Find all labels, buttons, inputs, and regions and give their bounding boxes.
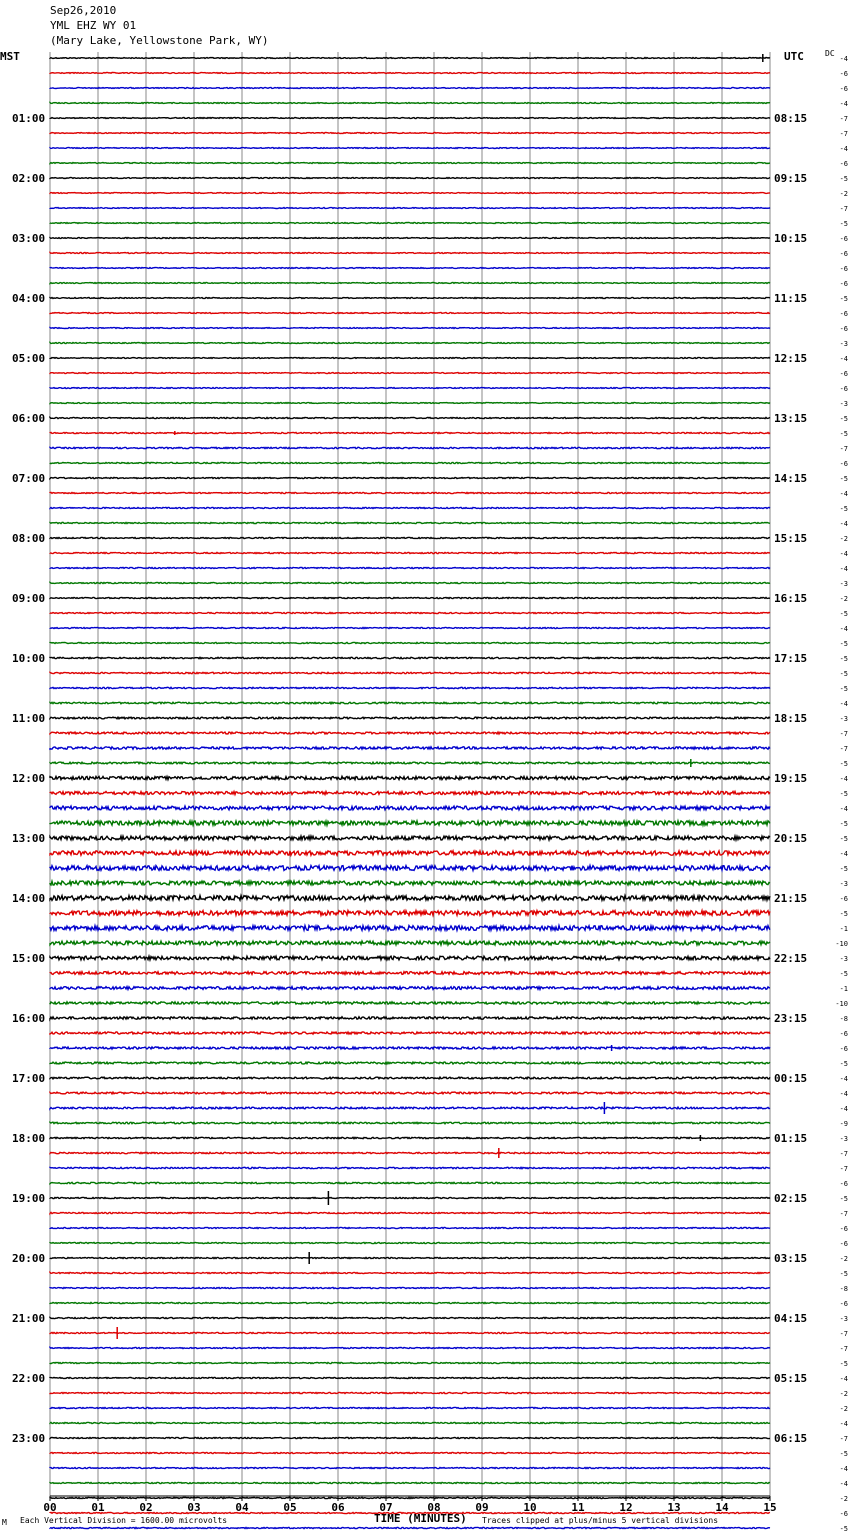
trace-line [50, 373, 770, 374]
trace-line [50, 313, 770, 314]
trace-line [50, 193, 770, 194]
right-hour-label: 03:15 [774, 1252, 808, 1265]
dc-offset-label: -4 [839, 805, 848, 813]
dc-offset-label: -3 [839, 340, 848, 348]
trace-line [50, 866, 770, 871]
dc-offset-label: -5 [839, 475, 848, 483]
dc-offset-label: -5 [839, 820, 848, 828]
left-hour-label: 16:00 [12, 1012, 46, 1025]
x-tick-label: 11 [571, 1501, 585, 1514]
dc-offset-label: -6 [839, 370, 848, 378]
dc-offset-label: -4 [839, 1465, 848, 1473]
dc-offset-label: -7 [839, 205, 848, 213]
trace-line [50, 582, 770, 583]
dc-offset-label: -6 [839, 250, 848, 258]
dc-offset-label: -6 [839, 460, 848, 468]
right-hour-label: 14:15 [774, 472, 808, 485]
left-hour-label: 01:00 [12, 112, 46, 125]
right-hour-label: 10:15 [774, 232, 808, 245]
x-tick-label: 14 [715, 1501, 729, 1514]
dc-offset-label: -5 [839, 865, 848, 873]
left-hour-label: 15:00 [12, 952, 46, 965]
trace-line [50, 1032, 770, 1034]
trace-line [50, 358, 770, 359]
x-tick-label: 13 [667, 1501, 681, 1514]
trace-line [50, 1257, 770, 1258]
dc-offset-label: -3 [839, 580, 848, 588]
trace-line [50, 1182, 770, 1183]
trace-line [50, 1017, 770, 1019]
trace-line [50, 208, 770, 209]
trace-line [50, 1467, 770, 1468]
trace-line [50, 1527, 770, 1528]
trace-line [50, 1107, 770, 1109]
trace-line [50, 507, 770, 508]
trace-line [50, 432, 770, 433]
dc-offset-label: -4 [839, 1105, 848, 1113]
dc-offset-label: -4 [839, 1480, 848, 1488]
trace-line [50, 1272, 770, 1273]
trace-line [50, 911, 770, 916]
scale-mark: M [2, 1518, 7, 1527]
left-hour-label: 04:00 [12, 292, 46, 305]
right-hour-label: 17:15 [774, 652, 808, 665]
trace-line [50, 1047, 770, 1049]
trace-line [50, 806, 770, 810]
dc-offset-label: -6 [839, 310, 848, 318]
dc-offset-label: -5 [839, 220, 848, 228]
dc-offset-label: -5 [839, 1060, 848, 1068]
x-tick-label: 06 [331, 1501, 345, 1514]
dc-offset-label: -3 [839, 1135, 848, 1143]
dc-offset-label: -7 [839, 445, 848, 453]
dc-offset-label: -10 [835, 940, 848, 948]
left-hour-label: 22:00 [12, 1372, 46, 1385]
trace-line [50, 88, 770, 89]
trace-line [50, 477, 770, 478]
trace-line [50, 417, 770, 418]
trace-line [50, 1302, 770, 1303]
dc-offset-label: -7 [839, 1435, 848, 1443]
dc-offset-label: -7 [839, 1210, 848, 1218]
trace-line [50, 58, 770, 59]
trace-line [50, 1422, 770, 1423]
trace-line [50, 133, 770, 134]
trace-line [50, 447, 770, 448]
dc-offset-label: -4 [839, 55, 848, 63]
trace-line [50, 283, 770, 284]
trace-line [50, 1122, 770, 1124]
trace-line [50, 1332, 770, 1333]
dc-offset-label: -5 [839, 1525, 848, 1533]
left-hour-label: 03:00 [12, 232, 46, 245]
right-hour-label: 05:15 [774, 1372, 808, 1385]
dc-offset-label: -3 [839, 880, 848, 888]
dc-offset-label: -4 [839, 565, 848, 573]
header-date: Sep26,2010 [50, 4, 117, 17]
trace-line [50, 462, 770, 463]
dc-offset-label: -4 [839, 145, 848, 153]
dc-offset-label: -6 [839, 1030, 848, 1038]
dc-offset-label: -4 [839, 1090, 848, 1098]
trace-line [50, 388, 770, 389]
trace-line [50, 881, 770, 885]
dc-offset-label: -5 [839, 1270, 848, 1278]
trace-line [50, 328, 770, 329]
dc-offset-label: -2 [839, 1255, 848, 1263]
header-station: YML EHZ WY 01 [50, 19, 137, 32]
x-tick-label: 01 [91, 1501, 105, 1514]
trace-line [50, 941, 770, 945]
dc-offset-label: -7 [839, 1330, 848, 1338]
left-hour-label: 02:00 [12, 172, 46, 185]
left-hour-label: 08:00 [12, 532, 46, 545]
trace-line [50, 687, 770, 688]
dc-offset-label: -2 [839, 595, 848, 603]
dc-offset-label: -6 [839, 1510, 848, 1518]
dc-offset-label: -4 [839, 550, 848, 558]
x-axis-label: TIME (MINUTES) [374, 1512, 467, 1525]
dc-offset-label: -4 [839, 490, 848, 498]
dc-offset-label: -5 [839, 685, 848, 693]
dc-offset-label: -4 [839, 520, 848, 528]
left-axis-label: MST [0, 50, 20, 63]
right-hour-label: 23:15 [774, 1012, 808, 1025]
dc-offset-label: -7 [839, 1345, 848, 1353]
dc-offset-label: -5 [839, 1195, 848, 1203]
trace-line [50, 627, 770, 628]
trace-line [50, 762, 770, 764]
right-hour-label: 02:15 [774, 1192, 808, 1205]
trace-line [50, 1287, 770, 1288]
dc-offset-label: -5 [839, 1360, 848, 1368]
dc-offset-label: -5 [839, 790, 848, 798]
trace-line [50, 821, 770, 825]
dc-offset-label: -7 [839, 730, 848, 738]
trace-line [50, 537, 770, 538]
trace-line [50, 1137, 770, 1138]
dc-offset-label: -2 [839, 1405, 848, 1413]
dc-offset-label: -1 [839, 925, 848, 933]
dc-offset-label: -6 [839, 265, 848, 273]
trace-line [50, 403, 770, 404]
trace-line [50, 642, 770, 643]
right-hour-label: 21:15 [774, 892, 808, 905]
left-hour-label: 14:00 [12, 892, 46, 905]
dc-label: DC [825, 49, 835, 58]
trace-line [50, 73, 770, 74]
trace-line [50, 148, 770, 149]
dc-offset-label: -7 [839, 115, 848, 123]
left-hour-label: 11:00 [12, 712, 46, 725]
trace-line [50, 118, 770, 119]
left-hour-label: 18:00 [12, 1132, 46, 1145]
trace-line [50, 702, 770, 704]
dc-offset-label: -4 [839, 775, 848, 783]
left-hour-label: 12:00 [12, 772, 46, 785]
dc-offset-label: -5 [839, 295, 848, 303]
dc-offset-label: -5 [839, 970, 848, 978]
trace-line [50, 672, 770, 673]
trace-line [50, 1377, 770, 1378]
right-hour-label: 16:15 [774, 592, 808, 605]
trace-line [50, 268, 770, 269]
dc-offset-label: -5 [839, 640, 848, 648]
right-hour-label: 18:15 [774, 712, 808, 725]
trace-line [50, 1392, 770, 1393]
dc-offset-label: -7 [839, 130, 848, 138]
trace-line [50, 926, 770, 931]
right-hour-label: 01:15 [774, 1132, 808, 1145]
right-hour-label: 00:15 [774, 1072, 808, 1085]
dc-offset-label: -2 [839, 1390, 848, 1398]
trace-line [50, 492, 770, 493]
right-hour-label: 04:15 [774, 1312, 808, 1325]
right-hour-label: 09:15 [774, 172, 808, 185]
left-hour-label: 20:00 [12, 1252, 46, 1265]
left-hour-label: 17:00 [12, 1072, 46, 1085]
trace-line [50, 1242, 770, 1243]
clip-note: Traces clipped at plus/minus 5 vertical divisions [482, 1516, 719, 1525]
trace-line [50, 178, 770, 179]
trace-line [50, 836, 770, 840]
dc-offset-label: -10 [835, 1000, 848, 1008]
trace-line [50, 223, 770, 224]
dc-offset-label: -6 [839, 385, 848, 393]
dc-offset-label: -6 [839, 1180, 848, 1188]
dc-offset-label: -6 [839, 235, 848, 243]
trace-line [50, 298, 770, 299]
right-hour-label: 06:15 [774, 1432, 808, 1445]
dc-offset-label: -5 [839, 430, 848, 438]
dc-offset-label: -6 [839, 70, 848, 78]
trace-line [50, 987, 770, 990]
trace-line [50, 103, 770, 104]
trace-line [50, 1482, 770, 1483]
dc-offset-label: -2 [839, 535, 848, 543]
left-hour-label: 21:00 [12, 1312, 46, 1325]
dc-offset-label: -6 [839, 280, 848, 288]
x-tick-label: 12 [619, 1501, 633, 1514]
trace-line [50, 1167, 770, 1168]
trace-line [50, 791, 770, 794]
left-hour-label: 10:00 [12, 652, 46, 665]
trace-line [50, 1002, 770, 1004]
dc-offset-label: -2 [839, 1495, 848, 1503]
dc-offset-label: -4 [839, 700, 848, 708]
x-tick-label: 07 [379, 1501, 393, 1514]
trace-line [50, 747, 770, 749]
trace-line [50, 1437, 770, 1438]
dc-offset-label: -3 [839, 400, 848, 408]
right-hour-label: 13:15 [774, 412, 808, 425]
x-tick-label: 02 [139, 1501, 153, 1514]
dc-offset-label: -5 [839, 175, 848, 183]
dc-offset-label: -4 [839, 1075, 848, 1083]
dc-offset-label: -4 [839, 1420, 848, 1428]
trace-line [50, 896, 770, 901]
trace-line [50, 1452, 770, 1453]
x-tick-label: 08 [427, 1501, 441, 1514]
dc-offset-label: -5 [839, 760, 848, 768]
trace-line [50, 1212, 770, 1213]
trace-line [50, 522, 770, 523]
left-hour-label: 13:00 [12, 832, 46, 845]
left-hour-label: 06:00 [12, 412, 46, 425]
header-location: (Mary Lake, Yellowstone Park, WY) [50, 34, 269, 47]
trace-line [50, 1062, 770, 1064]
trace-line [50, 567, 770, 568]
dc-offset-label: -8 [839, 1285, 848, 1293]
dc-offset-label: -9 [839, 1120, 848, 1128]
dc-offset-label: -3 [839, 1315, 848, 1323]
dc-offset-label: -6 [839, 160, 848, 168]
right-axis-label: UTC [784, 50, 804, 63]
dc-offset-label: -5 [839, 505, 848, 513]
dc-offset-label: -1 [839, 985, 848, 993]
trace-line [50, 1092, 770, 1094]
x-tick-label: 15 [763, 1501, 777, 1514]
trace-line [50, 1347, 770, 1348]
dc-offset-label: -5 [839, 610, 848, 618]
trace-line [50, 552, 770, 553]
dc-offset-label: -5 [839, 910, 848, 918]
trace-line [50, 851, 770, 855]
trace-line [50, 1497, 770, 1498]
right-hour-label: 11:15 [774, 292, 808, 305]
x-tick-label: 10 [523, 1501, 537, 1514]
left-hour-label: 07:00 [12, 472, 46, 485]
right-hour-label: 15:15 [774, 532, 808, 545]
dc-offset-label: -4 [839, 355, 848, 363]
trace-line [50, 1227, 770, 1228]
dc-offset-label: -6 [839, 895, 848, 903]
dc-offset-label: -4 [839, 625, 848, 633]
x-tick-label: 09 [475, 1501, 489, 1514]
right-hour-label: 22:15 [774, 952, 808, 965]
trace-line [50, 612, 770, 613]
trace-line [50, 1077, 770, 1079]
trace-line [50, 238, 770, 239]
dc-offset-label: -5 [839, 655, 848, 663]
scale-note: Each Vertical Division = 1600.00 microvolts [20, 1516, 228, 1525]
trace-line [50, 717, 770, 719]
right-hour-label: 20:15 [774, 832, 808, 845]
dc-offset-label: -5 [839, 835, 848, 843]
right-hour-label: 12:15 [774, 352, 808, 365]
trace-line [50, 972, 770, 975]
left-hour-label: 05:00 [12, 352, 46, 365]
right-hour-label: 19:15 [774, 772, 808, 785]
dc-offset-label: -4 [839, 1375, 848, 1383]
trace-line [50, 776, 770, 779]
trace-line [50, 1317, 770, 1318]
trace-line [50, 732, 770, 734]
trace-line [50, 1152, 770, 1153]
dc-offset-label: -6 [839, 1300, 848, 1308]
left-hour-label: 23:00 [12, 1432, 46, 1445]
dc-offset-label: -6 [839, 1240, 848, 1248]
trace-line [50, 657, 770, 658]
dc-offset-label: -6 [839, 1225, 848, 1233]
x-tick-label: 05 [283, 1501, 297, 1514]
left-hour-label: 19:00 [12, 1192, 46, 1205]
x-tick-label: 04 [235, 1501, 249, 1514]
dc-offset-label: -5 [839, 415, 848, 423]
dc-offset-label: -7 [839, 1150, 848, 1158]
trace-line [50, 1407, 770, 1408]
dc-offset-label: -3 [839, 955, 848, 963]
trace-line [50, 163, 770, 164]
trace-line [50, 956, 770, 960]
dc-offset-label: -4 [839, 100, 848, 108]
dc-offset-label: -5 [839, 1450, 848, 1458]
dc-offset-label: -6 [839, 85, 848, 93]
x-tick-label: 00 [43, 1501, 57, 1514]
trace-line [50, 1197, 770, 1198]
left-hour-label: 09:00 [12, 592, 46, 605]
dc-offset-label: -8 [839, 1015, 848, 1023]
dc-offset-label: -2 [839, 190, 848, 198]
trace-line [50, 597, 770, 598]
trace-line [50, 343, 770, 344]
dc-offset-label: -6 [839, 325, 848, 333]
trace-line [50, 253, 770, 254]
right-hour-label: 08:15 [774, 112, 808, 125]
x-tick-label: 03 [187, 1501, 201, 1514]
trace-line [50, 1362, 770, 1363]
dc-offset-label: -7 [839, 1165, 848, 1173]
dc-offset-label: -4 [839, 850, 848, 858]
dc-offset-label: -3 [839, 715, 848, 723]
dc-offset-label: -6 [839, 1045, 848, 1053]
dc-offset-label: -5 [839, 670, 848, 678]
dc-offset-label: -7 [839, 745, 848, 753]
